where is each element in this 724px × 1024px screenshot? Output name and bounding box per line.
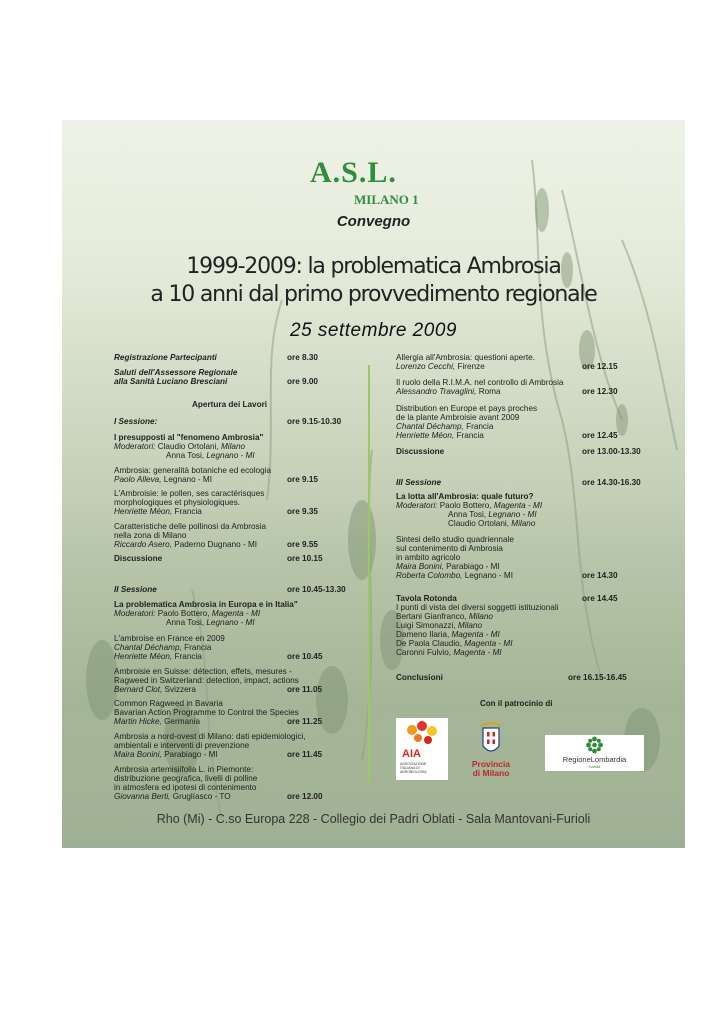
talk-1-title: I presupposti al "fenomeno Ambrosia" — [114, 433, 264, 442]
panelist-city: Milano — [457, 621, 483, 630]
talk-13-line-2: de la plante Ambroisie avant 2009 — [396, 413, 520, 422]
talk-9-line-1: Ambrosia a nord-ovest di Milano: dati epidemiologici, — [114, 732, 306, 741]
speaker-name: Henriette Méon, — [114, 507, 173, 516]
talk-3-line-1: L'Ambroisie: le pollen, ses caractérisques — [114, 489, 265, 498]
speaker-name: Paolo Alleva, — [114, 475, 162, 484]
poster — [62, 120, 685, 848]
regione-logo-subtext: Sanità — [588, 764, 601, 769]
talk-3-line-2: morphologiques et physiologiques. — [114, 498, 241, 507]
moderator-city: Legnano - MI — [206, 618, 255, 627]
talk-2-title: Ambrosia: generalità botaniche ed ecologia — [114, 466, 272, 475]
moderator-city: Milano — [220, 442, 246, 451]
speaker-place: Germania — [164, 717, 201, 726]
talk-4-line-1: Caratteristiche delle pollinosi da Ambrosia — [114, 522, 266, 531]
talk-10-line-2: distribuzione geografica, livelli di polline — [114, 774, 258, 783]
discussion-2-label: Discussione — [396, 447, 445, 456]
speaker-name: Alessandro Travaglini, — [396, 387, 477, 396]
speaker-place: Gruglíasco - TO — [172, 792, 231, 801]
talk-6-time: ore 10.45 — [287, 652, 323, 661]
moderator-name: Anna Tosi, — [166, 618, 205, 627]
registrazione-label: Registrazione Partecipanti — [114, 353, 217, 362]
regione-lombardia-logo — [545, 735, 644, 771]
talk-8-line-2: Bavarian Action Programme to Control the Species — [114, 708, 299, 717]
moderator-name: Anna Tosi, — [166, 451, 205, 460]
talk-15-time: ore 14.30 — [582, 571, 618, 580]
aia-small-line: ASSOCIAZIONE — [400, 762, 427, 766]
talk-2-time: ore 9.15 — [287, 475, 318, 484]
speaker-place: Svizzera — [164, 685, 196, 694]
speaker-place: Firenze — [457, 362, 485, 371]
discussion-1-label: Discussione — [114, 554, 163, 563]
talk-11-time: ore 12.15 — [582, 362, 618, 371]
talk-5-title: La problematica Ambrosia in Europa e in Italia" — [114, 600, 298, 609]
panelist-name: Dameno Ilaria, — [396, 630, 450, 639]
provincia-line: Provincia — [471, 759, 511, 769]
speaker-name: Riccardo Asero, — [114, 540, 172, 549]
saluti-line-2: alla Sanità Luciano Bresciani — [114, 377, 228, 386]
talk-8-line-1: Common Ragweed in Bavaria — [114, 699, 223, 708]
speaker-name: Chantal Déchamp, — [396, 422, 464, 431]
speaker-name: Bernard Clot, — [114, 685, 163, 694]
talk-10-time: ore 12.00 — [287, 792, 323, 801]
asl-logo-subtitle: MILANO 1 — [354, 192, 419, 207]
speaker-name: Giovanna Berti, — [114, 792, 171, 801]
talk-10-line-1: Ambrosia artemisiifolia L. in Piemonte: — [114, 765, 254, 774]
talk-4-time: ore 9.55 — [287, 540, 318, 549]
registrazione-time: ore 8.30 — [287, 353, 318, 362]
talk-6-line-1: L'ambroise en France en 2009 — [114, 634, 225, 643]
moderators-label: Moderatori: — [114, 442, 156, 451]
session-2-label: II Sessione — [114, 585, 157, 594]
talk-13-line-1: Distribution en Europe et pays proches — [396, 404, 538, 413]
aia-logo — [396, 718, 448, 780]
moderator-city: Magenta - MI — [493, 501, 543, 510]
provincia-logo-text — [466, 760, 516, 778]
moderators-label: Moderatori: — [396, 501, 438, 510]
talk-15-line-3: in ambito agricolo — [396, 553, 461, 562]
convegno-label: Convegno — [336, 213, 411, 230]
column-divider — [368, 365, 370, 785]
moderator-city: Legnano - MI — [206, 451, 255, 460]
saluti-line-1: Saluti dell'Assessore Regionale — [114, 368, 238, 377]
speaker-place: Francia — [456, 431, 484, 440]
speaker-place: Parabiago - MI — [446, 562, 500, 571]
talk-10-line-3: in atmosfera ed ipotesi di contenimento — [114, 783, 257, 792]
panelist-name: De Paola Claudio, — [396, 639, 462, 648]
apertura-lavori: Apertura dei Lavori — [192, 400, 268, 409]
discussion-2-time: ore 13.00-13.30 — [582, 447, 641, 456]
session-2-time: ore 10.45-13.30 — [287, 585, 346, 594]
moderator-city: Milano — [511, 519, 536, 528]
saluti-time: ore 9.00 — [287, 377, 318, 386]
speaker-name: Henriette Méon, — [114, 652, 173, 661]
talk-14-title: La lotta all'Ambrosia: quale futuro? — [396, 492, 534, 501]
provincia-line: di Milano — [472, 768, 510, 778]
talk-7-time: ore 11.05 — [287, 685, 323, 694]
moderator-name: Claudio Ortolani, — [448, 519, 509, 528]
provincia-crest-icon — [466, 722, 516, 760]
speaker-name: Chantal Déchamp, — [114, 643, 182, 652]
session-1-label: I Sessione: — [114, 417, 158, 426]
talk-15-line-2: sul contenimento di Ambrosia — [396, 544, 503, 553]
talk-13-time: ore 12.45 — [582, 431, 618, 440]
moderator-city: Magenta - MI — [211, 609, 261, 618]
session-3-label: III Sessione — [396, 478, 442, 487]
moderator-name: Paolo Bottero, — [439, 501, 492, 510]
regione-logo-text: RegioneLombardia — [562, 755, 627, 764]
round-table-label: Tavola Rotonda — [396, 594, 457, 603]
moderators-label: Moderatori: — [114, 609, 156, 618]
speaker-place: Roma — [478, 387, 501, 396]
headline-line-1: 1999-2009: la problematica Ambrosia — [186, 254, 561, 279]
session-1-time: ore 9.15-10.30 — [287, 417, 342, 426]
panelist-city: Magenta - MI — [453, 648, 502, 657]
speaker-name: Maira Bonini, — [114, 750, 162, 759]
aia-logo-text: AIA — [402, 748, 421, 760]
panelist-city: Magenta - MI — [451, 630, 500, 639]
headline-line-2: a 10 anni dal primo provvedimento regionale — [150, 282, 597, 307]
speaker-name: Roberta Colombo, — [396, 571, 463, 580]
speaker-place: Francia — [184, 643, 212, 652]
conclusions-label: Conclusioni — [396, 673, 443, 682]
round-table-line-1: I punti di vista dei diversi soggetti istituzionali — [396, 603, 559, 612]
aia-small-line: ITALIANA DI — [400, 766, 420, 770]
talk-3-time: ore 9.35 — [287, 507, 318, 516]
aia-small-text — [400, 762, 427, 774]
speaker-place: Parabiago - MI — [164, 750, 218, 759]
talk-12-line-1: Il ruolo della R.I.M.A. nel controllo di Ambrosia — [396, 378, 564, 387]
speaker-place: Paderno Dugnano - MI — [174, 540, 258, 549]
talk-11-line-1: Allergia all'Ambrosia: questioni aperte. — [396, 353, 536, 362]
venue-footer: Rho (Mi) - C.so Europa 228 - Collegio dei Padri Oblati - Sala Mantovani-Furioli — [156, 812, 591, 826]
panelist-city: Magenta - MI — [464, 639, 513, 648]
talk-7-line-1: Ambroisie en Suisse: détection, effets, mesures - — [114, 667, 292, 676]
aia-small-line: AEROBIOLOGIA — [400, 770, 427, 774]
event-date: 25 settembre 2009 — [290, 320, 457, 341]
speaker-place: Legnano - MI — [464, 571, 513, 580]
talk-7-line-2: Ragweed in Switzerland: detection, impact, actions — [114, 676, 299, 685]
speaker-name: Maira Bonini, — [396, 562, 444, 571]
panelist-name: Luigi Simonazzi, — [396, 621, 456, 630]
panelist-city: Milano — [468, 612, 493, 621]
lombardia-rose-icon — [545, 735, 644, 755]
speaker-name: Martin Hicke, — [114, 717, 162, 726]
speaker-name: Lorenzo Cecchi, — [396, 362, 456, 371]
speaker-place: Francia — [174, 652, 202, 661]
moderator-name: Anna Tosi, — [448, 510, 487, 519]
provincia-milano-logo — [466, 722, 516, 786]
moderator-city: Legnano - MI — [488, 510, 537, 519]
talk-9-line-2: ambientali e interventi di prevenzione — [114, 741, 250, 750]
talk-9-time: ore 11.45 — [287, 750, 323, 759]
talk-4-line-2: nella zona di Milano — [114, 531, 187, 540]
talk-12-time: ore 12.30 — [582, 387, 618, 396]
session-3-time: ore 14.30-16.30 — [582, 478, 641, 487]
moderator-name: Paolo Bottero, — [157, 609, 210, 618]
speaker-place: Francia — [466, 422, 494, 431]
conclusions-time: ore 16.15-16.45 — [568, 673, 627, 682]
round-table-time: ore 14.45 — [582, 594, 618, 603]
talk-8-time: ore 11.25 — [287, 717, 323, 726]
discussion-1-time: ore 10.15 — [287, 554, 323, 563]
panelist-name: Bertani Gianfranco, — [396, 612, 467, 621]
asl-logo-title: A.S.L. — [310, 156, 397, 189]
patronage-label: Con il patrocinio di — [480, 699, 553, 708]
moderator-name: Claudio Ortolani, — [157, 442, 219, 451]
panelist-name: Caronni Fulvio, — [396, 648, 452, 657]
talk-15-line-1: Sintesi dello studio quadriennale — [396, 535, 514, 544]
speaker-name: Henriette Méon, — [396, 431, 455, 440]
speaker-place: Legnano - MI — [163, 475, 213, 484]
speaker-place: Francia — [174, 507, 202, 516]
